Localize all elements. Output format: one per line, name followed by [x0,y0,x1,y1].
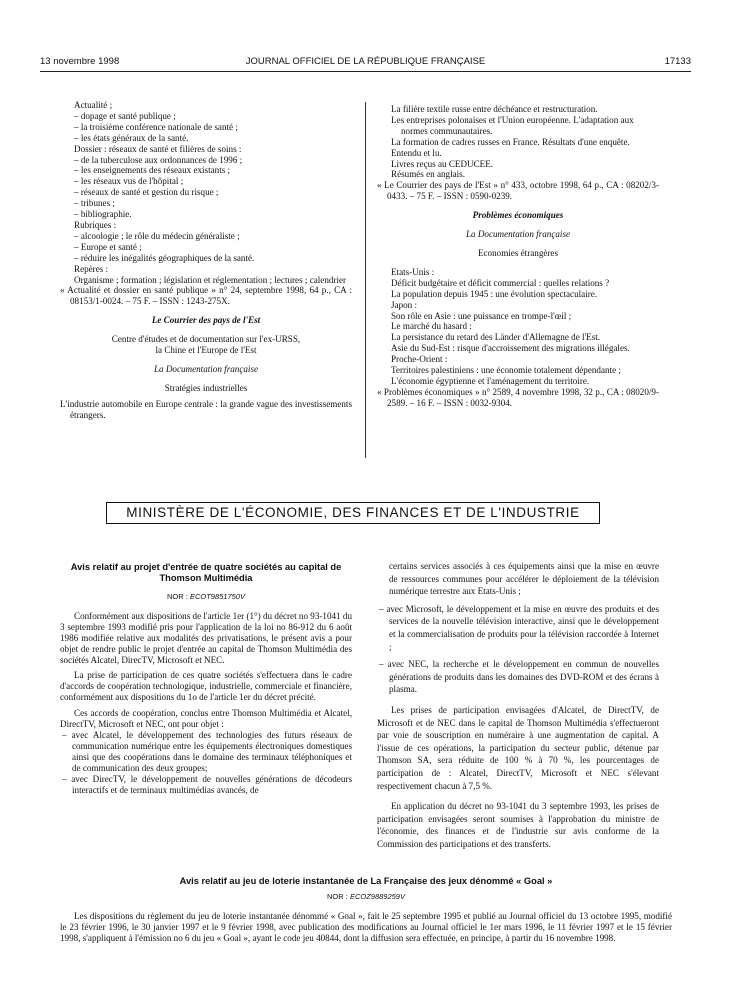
right-column [377,104,659,409]
list-item: – avec Microsoft, le développement et la mise en œuvre des produits et des services de la nouvelle télévision interactive, ainsi que le développement et la commercialisation de produits pour la télévision raccordée à Internet ; [379,603,659,652]
article-entry: Résumés en anglais. [391,169,465,180]
list-item: – réseaux de santé et gestion du risque ; [74,187,219,198]
article-entry: Le marché du hasard : [391,321,472,332]
paragraph: Conformément aux dispositions de l'article 1er (1°) du décret no 93-1041 du 3 septembre 1993 modifié pris pour l'application de la loi no 86-912 du 6 août 1986 modifiée relative aux modalités des privatisations, le présent avis a pour objet de rendre public le projet d'entrée au capital de Thomson Multimédia des sociétés Alcatel, DirecTV, Microsoft et NEC. [60,610,352,665]
dossier-heading: Dossier : réseaux de santé et filières de soins : [74,143,242,154]
article-entry: Entendu et lu. [391,147,442,158]
list-item: – la troisième conférence nationale de santé ; [74,121,238,132]
ministry-banner: MINISTÈRE DE L'ÉCONOMIE, DES FINANCES ET DE L'INDUSTRIE [106,502,600,524]
list-item: – alcoologie ; le rôle du médecin généraliste ; [74,230,240,241]
avis-goal [60,876,672,944]
avis-title: Avis relatif au jeu de loterie instantanée de La Française des jeux dénommé « Goal » [179,876,553,886]
paragraph: En application du décret no 93-1041 du 3 septembre 1993, les prises de participation envisagées seront soumises à l'approbation du ministre de l'économie, des finances et de l'industrie sur avis conforme de la Commission des participations et des transferts. [377,801,659,849]
article-entry: L'industrie automobile en Europe centrale : la grande vague des investissements étrangers. [60,398,352,420]
article-entry: Les entreprises polonaises et l'Union européenne. L'adaptation aux normes communautaires. [391,114,634,136]
list-item: – Europe et santé ; [74,241,142,252]
article-entry: Territoires palestiniens : une économie totalement dépendante ; [391,365,621,376]
avis-thomson-right [377,560,659,850]
list-item: – tribunes ; [74,198,115,209]
article-entry: L'économie égyptienne et l'aménagement du territoire. [391,375,590,386]
article-entry: Asie du Sud-Est : risque d'accroissement des migrations illégales. [391,343,630,354]
region-heading: Etats-Unis : [391,266,435,277]
column-divider [365,102,366,458]
list-item: – les états généraux de la santé. [74,132,189,143]
article-entry: Livres reçus au CEDUCEE. [391,158,494,169]
centre-line: la Chine et l'Europe de l'Est [155,345,257,356]
nor-reference [60,592,352,603]
list-item: – avec Alcatel, le développement des technologies des futurs réseaux de communication numérique entre les équipements électroniques domestiques ainsi que des coopérations dans le domaine des terminaux téléphoniques et de communication des deux groupes; [62,729,352,773]
nor-label: NOR : [327,891,348,901]
publisher-name: La Documentation française [465,229,571,240]
list-item: – dopage et santé publique ; [74,110,176,121]
list-item: – de la tuberculose aux ordonnances de 1996 ; [74,154,243,165]
paragraph: La prise de participation de ces quatre sociétés s'effectuera dans le cadre d'accords de coopération technologique, industrielle, commerciale et financière, conformément aux dispositions du 1o de l'article 1er du décret précité. [60,670,352,703]
list-item: – bibliographie. [74,209,132,220]
nor-label: NOR : [167,592,188,601]
header-rule [40,71,691,72]
header-journal-title: JOURNAL OFFICIEL DE LA RÉPUBLIQUE FRANÇAISE [245,56,486,67]
header-page-number: 17133 [664,56,691,67]
publication-title: Le Courrier des pays de l'Est [151,315,261,326]
paragraph: Les dispositions du règlement du jeu de loterie instantanée dénommé « Goal », fait le 25 septembre 1995 et publié au Journal officiel du 13 octobre 1995, modifié le 23 février 1996, le 30 janvier 1997 et le 9 février 1998, avec publication des modifications au Journal officiel le 1er mars 1996, le 11 février 1997 et le 15 février 1998, s'appliquent à l'émission no 6 du jeu « Goal », ayant le code jeu 40844, dont la diffusion sera effectuée, en principe, à partir du 16 novembre 1998. [60,910,672,943]
paragraph: certains services associés à ces équipements ainsi que la mise en œuvre de ressources communes pour accélérer le déploiement de la télévision numérique terrestre aux Etats-Unis ; [389,561,659,597]
paragraph: Les prises de participation envisagées d'Alcatel, de DirectTV, de Microsoft et de NEC dans le capital de Thomson Multimédia s'effectueront par voie de souscription en numéraire à une augmentation de capital. A l'issue de ces opérations, la participation du secteur public, détenue par Thomson SA, sera réduite de 100 % à 70 %, les pourcentages de participation de : Alcatel, DirectTV, Microsoft et NEC s'élevant respectivement chacun à 7,5 %. [377,704,659,791]
list-item: – les enseignements des réseaux existants ; [74,165,231,176]
article-entry: Son rôle en Asie : une puissance en trompe-l'œil ; [391,310,572,321]
reference-actualite: « Actualité et dossier en santé publique » n° 24, septembre 1998, 64 p., CA : 08153/1-0024. – 75 F. – ISSN : 1243-275X. [60,285,352,307]
list-item: – avec DirecTV, le développement de nouvelles générations de décodeurs interactifs et de terminaux multimédias avancés, de [62,773,352,795]
article-entry: La formation de cadres russes en France. Résultats d'une enquête. [391,136,630,147]
rubriques-heading: Rubriques : [74,219,117,230]
reperes-text: Organisme ; formation ; législation et réglementation ; lectures ; calendrier [74,274,347,285]
centre-line: Centre d'études et de documentation sur l'ex-URSS, [111,334,301,345]
region-heading: Proche-Orient : [391,354,448,365]
header-date: 13 novembre 1998 [40,56,120,67]
list-item: – avec NEC, la recherche et le développement en commun de nouvelles générations de produits dans les domaines des DVD-ROM et des écrans à plasma. [379,659,659,695]
article-entry: Déficit budgétaire et déficit commercial : quelles relations ? [391,277,610,288]
nor-value: ECOZ9889259V [349,891,405,901]
list-item: – les réseaux vus de l'hôpital ; [74,176,184,187]
nor-reference [60,892,672,903]
reference-problemes: « Problèmes économiques » n° 2589, 4 novembre 1998, 32 p., CA : 08020/9-2589. – 16 F. – ISSN : 0032-9304. [377,386,659,408]
publisher-name: La Documentation française [153,363,259,374]
reperes-heading: Repères : [74,263,109,274]
section-title: Stratégies industrielles [164,382,248,393]
article-entry: La persistance du retard des Länder d'Allemagne de l'Est. [391,332,601,343]
left-column [60,100,352,421]
nor-value: ECOT9851750V [189,592,245,601]
publication-title: Problèmes économiques [472,210,564,221]
article-entry: La filière textile russe entre déchéance et restructuration. [391,104,598,114]
list-item: – réduire les inégalités géographiques de la santé. [74,252,255,263]
article-entry: La population depuis 1945 : une évolution spectaculaire. [391,288,598,299]
paragraph: Ces accords de coopération, conclus entre Thomson Multimédia et Alcatel, DirectTV, Microsoft et NEC, ont pour objet : [60,708,352,730]
reference-courrier: « Le Courrier des pays de l'Est » n° 433, octobre 1998, 64 p., CA : 08202/3-0433. – 75 F. – ISSN : 0590-0239. [377,180,659,202]
avis-thomson-left [60,562,352,795]
avis-title: Avis relatif au projet d'entrée de quatre sociétés au capital de Thomson Multimédia [70,562,342,583]
section-title: Economies étrangères [477,247,559,258]
region-heading: Japon : [391,299,418,310]
actualite-heading: Actualité ; [74,100,113,110]
page-header [40,56,691,70]
